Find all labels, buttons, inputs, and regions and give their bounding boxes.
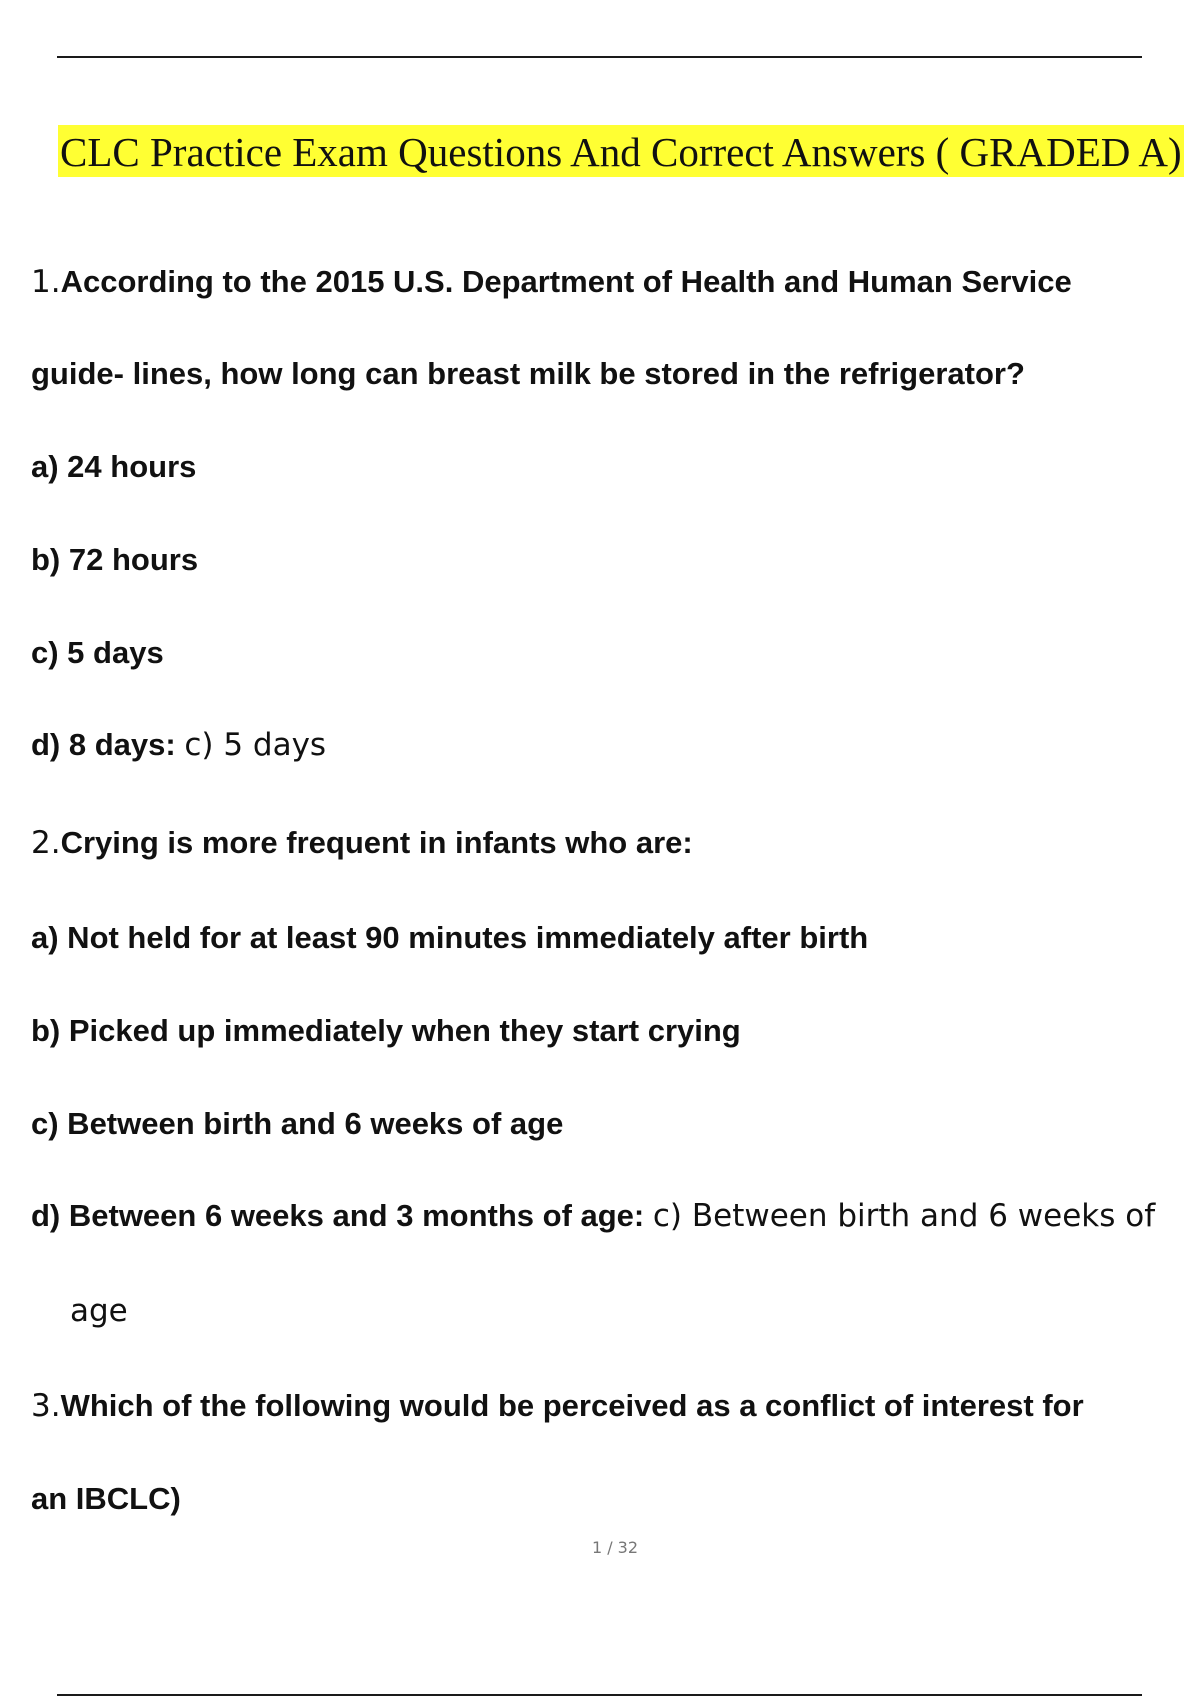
- question-2-line-1: [31, 825, 693, 861]
- question-1-option-d-row: [31, 727, 326, 763]
- bottom-rule: [57, 1694, 1142, 1696]
- question-1-text: According to the 2015 U.S. Department of Health and Human Service: [60, 264, 1072, 299]
- question-2-option-d: d) Between 6 weeks and 3 months of age:: [31, 1198, 645, 1233]
- document-title: CLC Practice Exam Questions And Correct Answers ( GRADED A): [58, 125, 1184, 177]
- question-2-answer: c) Between birth and 6 weeks of: [652, 1198, 1156, 1234]
- question-2-text: Crying is more frequent in infants who are:: [60, 825, 693, 860]
- question-2-option-c: c) Between birth and 6 weeks of age: [31, 1106, 564, 1141]
- question-3-number: 3.: [31, 1388, 61, 1424]
- question-1-option-b: b) 72 hours: [31, 542, 199, 577]
- question-1-option-d: d) 8 days:: [31, 727, 176, 762]
- question-1-number: 1.: [31, 264, 61, 300]
- page-indicator: 1 / 32: [591, 1538, 639, 1557]
- question-2-number: 2.: [31, 825, 61, 861]
- question-2-option-b: b) Picked up immediately when they start crying: [31, 1013, 741, 1048]
- question-1-option-a: a) 24 hours: [31, 449, 197, 484]
- title-block: [58, 125, 1184, 177]
- question-2-option-a: a) Not held for at least 90 minutes immediately after birth: [31, 920, 869, 955]
- question-1-option-c: c) 5 days: [31, 635, 164, 670]
- question-3-text-cont: an IBCLC): [31, 1481, 181, 1516]
- question-1-text-cont: guide- lines, how long can breast milk be stored in the refrigerator?: [31, 356, 1025, 391]
- question-3-line-1: [31, 1388, 1084, 1424]
- question-3-text: Which of the following would be perceived as a conflict of interest for: [60, 1388, 1084, 1423]
- question-1-line-1: [31, 264, 1072, 300]
- question-2-option-d-row: [31, 1198, 1155, 1234]
- question-2-answer-cont: age: [70, 1293, 128, 1329]
- top-rule: [57, 56, 1142, 58]
- question-1-answer: c) 5 days: [184, 727, 327, 763]
